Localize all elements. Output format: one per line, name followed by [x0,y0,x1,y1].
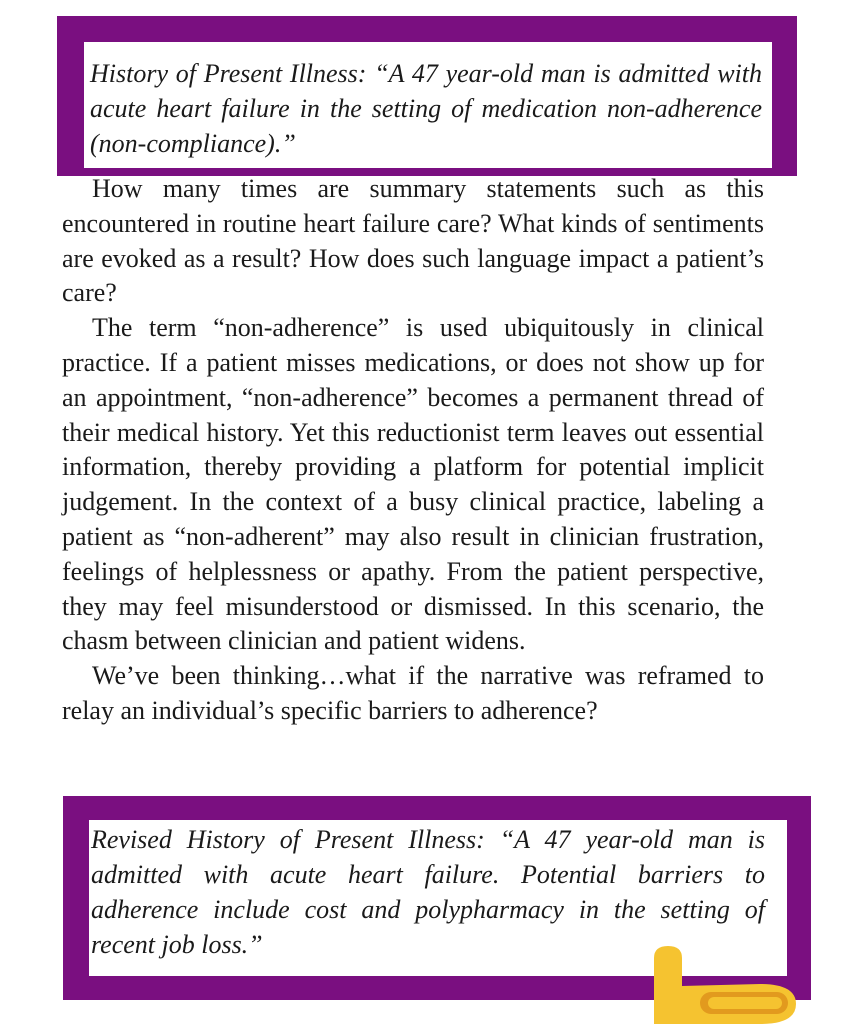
revised-hpi-text: Revised History of Present Illness: “A 47 year-old man is admitted with acute heart failure. Potential barriers to adherence include cost and polypharmacy in the setting of recent job loss.” [91,825,765,959]
original-hpi-text: History of Present Illness: “A 47 year-old man is admitted with acute heart failure in the setting of medication non-adherence (non-compliance).” [90,59,762,158]
article-body [62,172,764,729]
pointing-hand-icon [640,944,800,1024]
body-paragraph: We’ve been thinking…what if the narrative was reframed to relay an individual’s specific barriers to adherence? [62,661,764,725]
body-paragraph: How many times are summary statements such as this encountered in routine heart failure care? What kinds of sentiments are evoked as a result? How does such language impact a patient’s care? [62,174,764,308]
original-hpi-frame [57,16,797,176]
body-paragraph: The term “non-adherence” is used ubiquitously in clinical practice. If a patient misses medications, or does not show up for an appointment, “non-adherence” becomes a permanent thread of their medical history. Yet this reductionist term leaves out essential information, thereby providing a platform for potential implicit judgement. In the context of a busy clinical practice, labeling a patient as “non-adherent” may also result in clinician frustration, feelings of helplessness or apathy. From the patient perspective, they may feel misunderstood or dismissed. In this scenario, the chasm between clinician and patient widens. [62,313,764,656]
original-hpi-box [84,42,772,168]
